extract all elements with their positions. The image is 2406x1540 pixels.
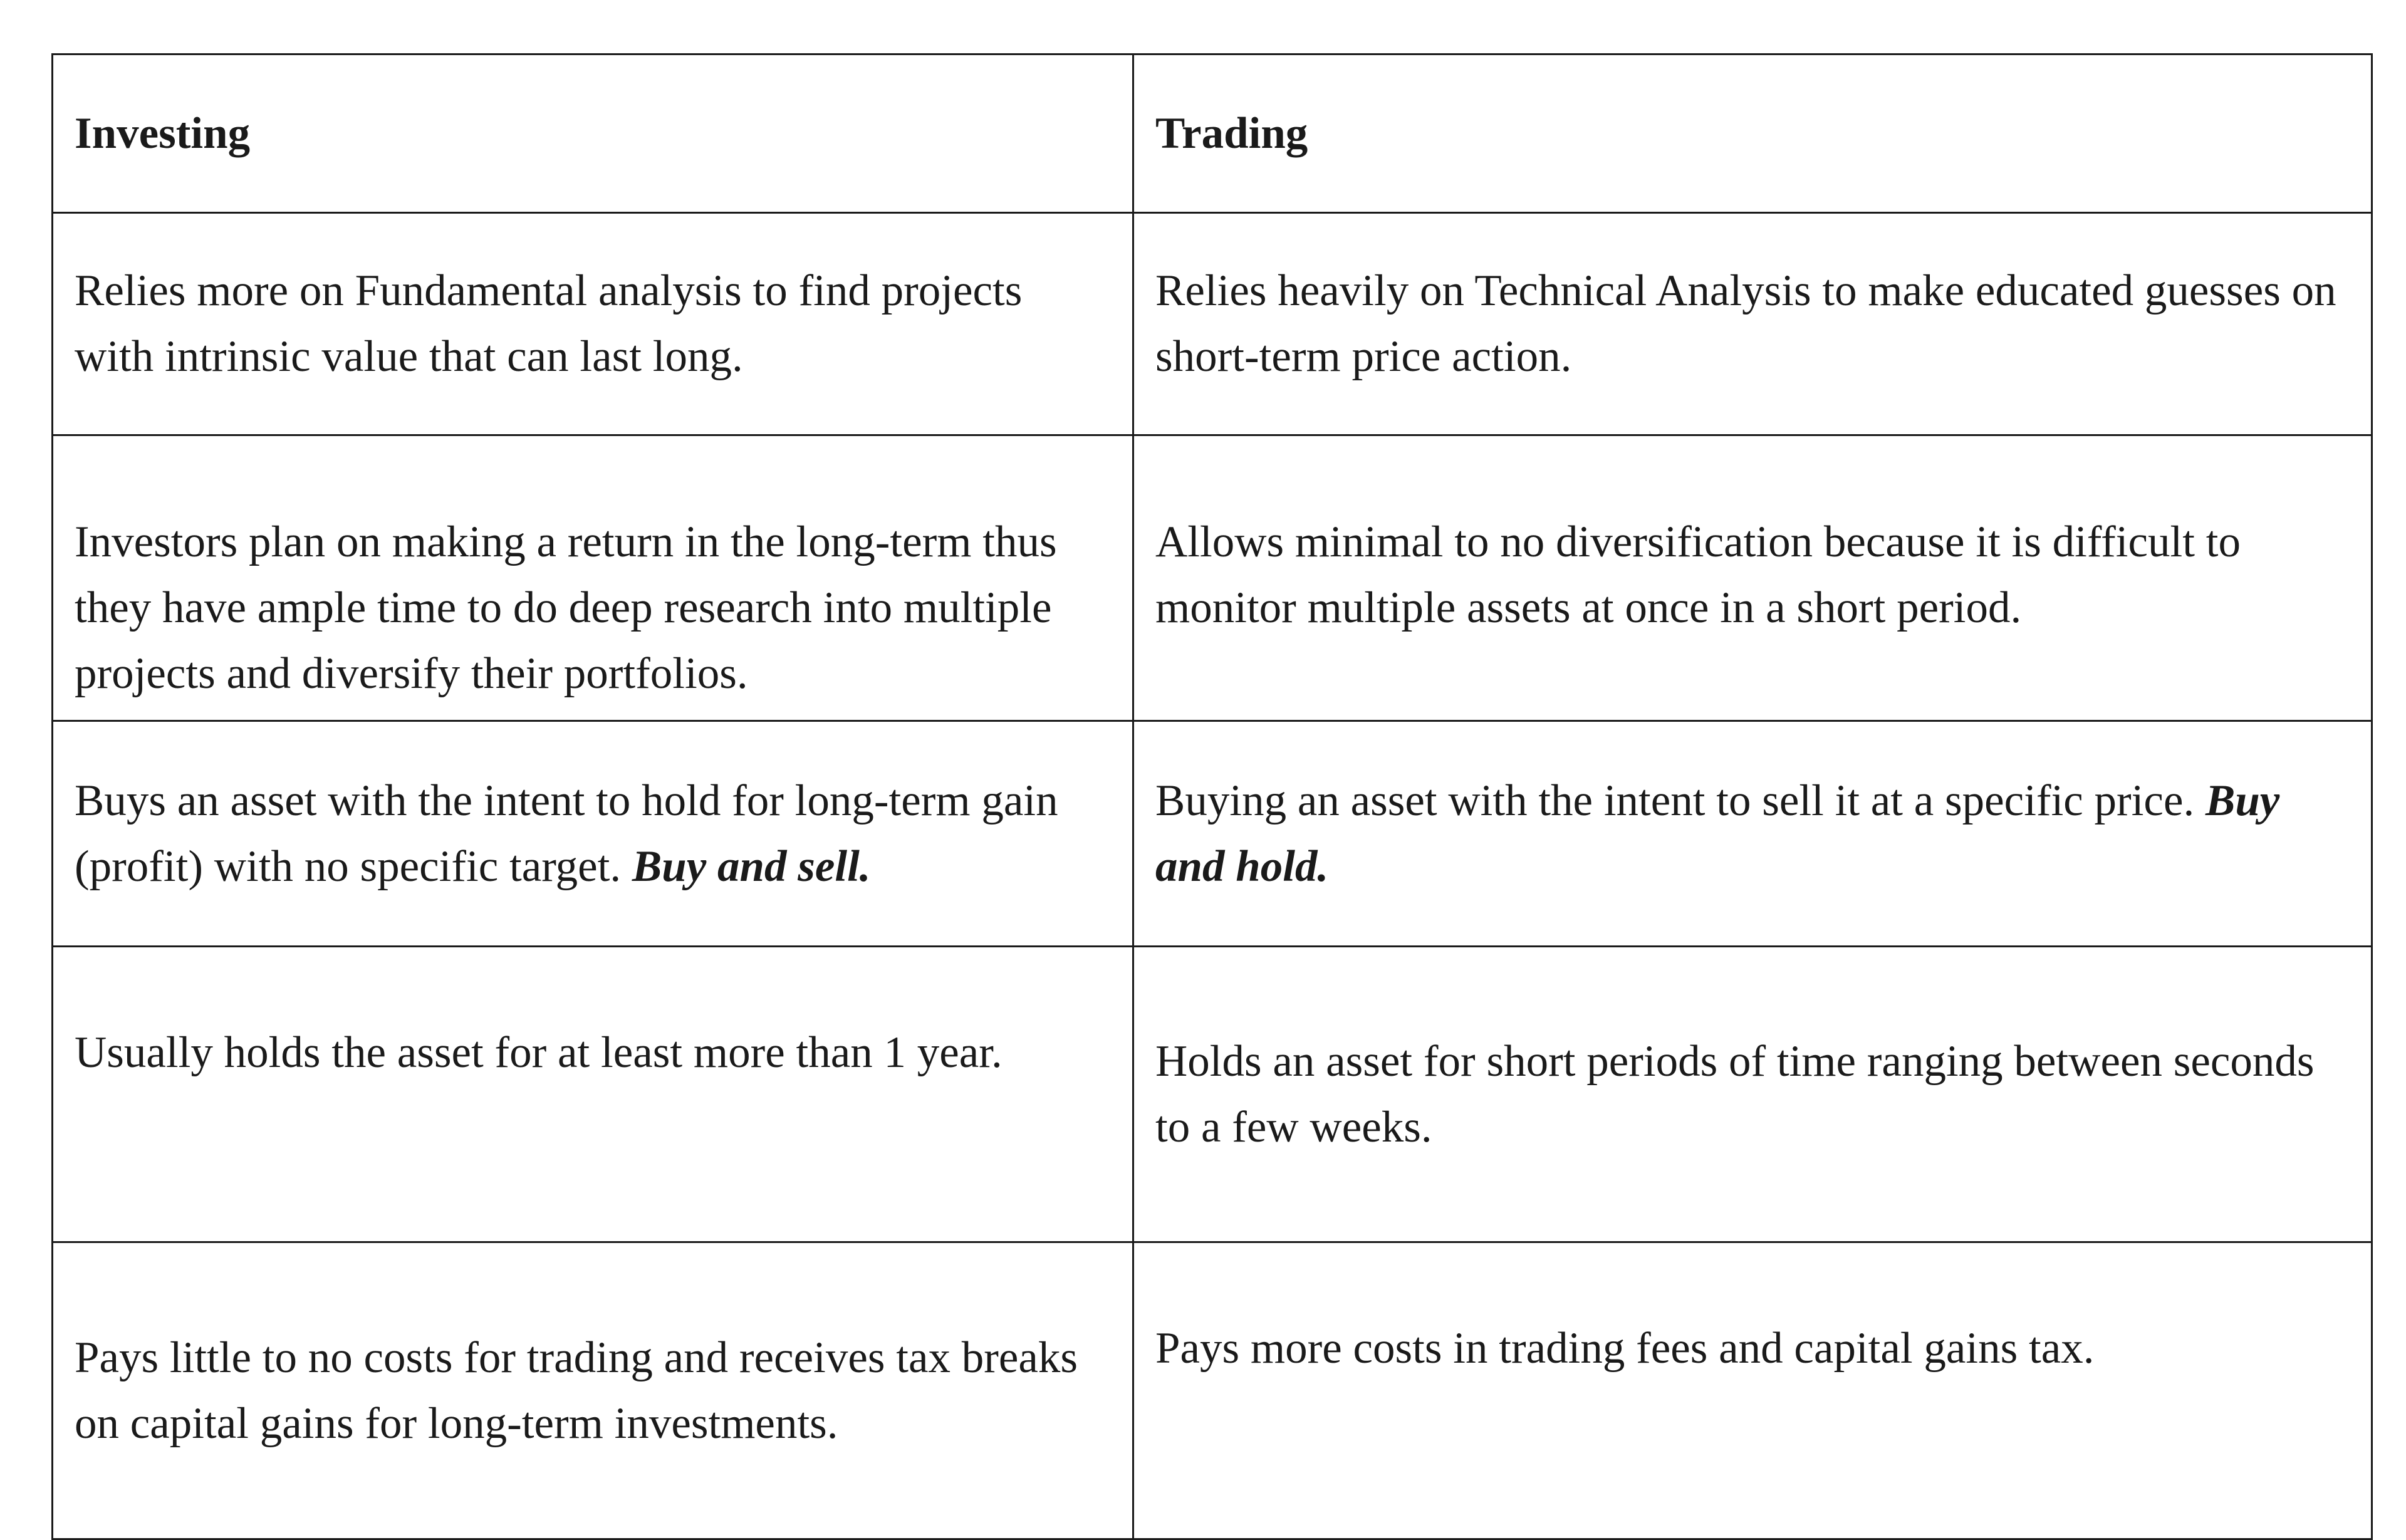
cell-trading: Holds an asset for short periods of time ranging between seconds to a few weeks. <box>1133 947 2372 1242</box>
table-header-row <box>53 55 2372 213</box>
cell-emphasis: Buy and sell. <box>632 841 871 891</box>
comparison-table-container <box>51 53 2371 1540</box>
cell-trading: Allows minimal to no diversification because it is difficult to monitor multiple assets at once in a short period. <box>1133 435 2372 721</box>
cell-text: Buying an asset with the intent to sell it at a specific price. <box>1155 776 2195 825</box>
cell-investing: Investors plan on making a return in the long-term thus they have ample time to do deep research into multiple projects and diversify their portfolios. <box>53 435 1133 721</box>
header-trading: Trading <box>1133 55 2372 213</box>
investing-vs-trading-table <box>51 53 2373 1540</box>
cell-investing: Pays little to no costs for trading and receives tax breaks on capital gains for long-term investments. <box>53 1242 1133 1539</box>
cell-trading: Pays more costs in trading fees and capital gains tax. <box>1133 1242 2372 1539</box>
cell-text: Buys an asset with the intent to hold for long-term gain (profit) with no specific target. <box>75 776 1058 891</box>
table-row <box>53 721 2372 947</box>
cell-investing: Relies more on Fundamental analysis to find projects with intrinsic value that can last long. <box>53 213 1133 435</box>
cell-emphasis: Buy and hold. <box>1155 776 2280 891</box>
header-investing: Investing <box>53 55 1133 213</box>
cell-trading: Relies heavily on Technical Analysis to make educated guesses on short-term price action. <box>1133 213 2372 435</box>
table-row <box>53 213 2372 435</box>
cell-investing: Usually holds the asset for at least more than 1 year. <box>53 947 1133 1242</box>
table-row <box>53 435 2372 721</box>
cell-trading <box>1133 721 2372 947</box>
table-row <box>53 947 2372 1242</box>
table-row <box>53 1242 2372 1539</box>
cell-investing <box>53 721 1133 947</box>
